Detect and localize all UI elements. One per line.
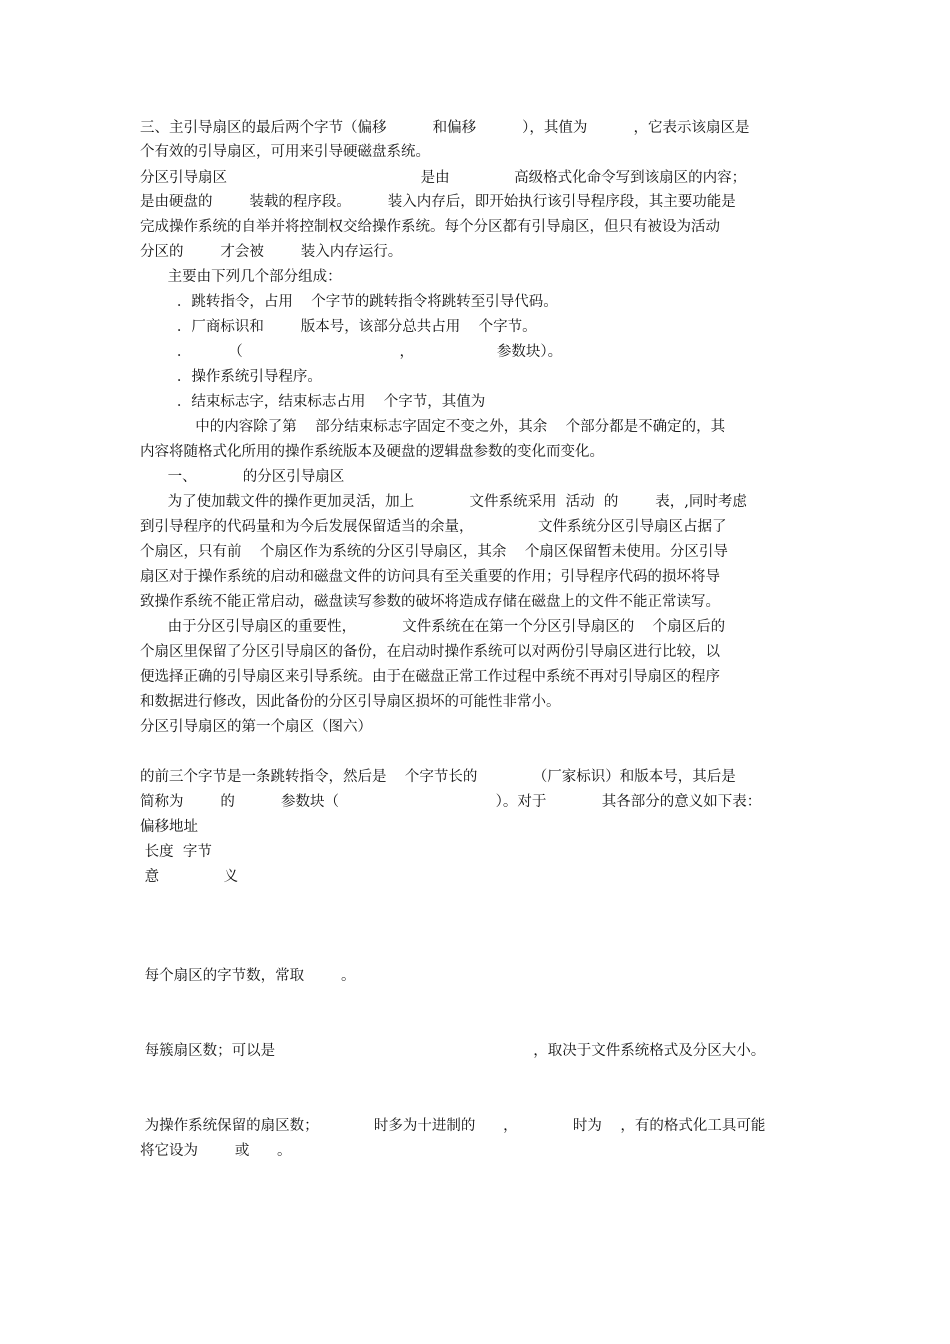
text-line: ．操作系统引导程序。	[140, 369, 322, 385]
text-line: ．结束标志字，结束标志占用 个字节，其值为	[140, 394, 486, 410]
table-cell-meaning: 将它设为 或 。	[140, 1143, 292, 1159]
text-line: 个扇区，只有前 个扇区作为系统的分区引导扇区，其余 个扇区保留暂未使用。分区引导	[140, 544, 728, 560]
text-line: 个有效的引导扇区，可用来引导硬磁盘系统。	[140, 144, 430, 160]
text-line: 三、主引导扇区的最后两个字节（偏移 和偏移 ），其值为 ，它表示该扇区是	[140, 120, 750, 136]
figure-caption: 分区引导扇区的第一个扇区（图六）	[140, 719, 372, 735]
text-line: 内容将随格式化所用的操作系统版本及硬盘的逻辑盘参数的变化而变化。	[140, 444, 604, 460]
text-line: 由于分区引导扇区的重要性， 文件系统在在第一个分区引导扇区的 个扇区后的	[140, 619, 726, 635]
text-line: ．跳转指令，占用 个字节的跳转指令将跳转至引导代码。	[140, 294, 558, 310]
text-line: 扇区对于操作系统的启动和磁盘文件的访问具有至关重要的作用；引导程序代码的损坏将导	[140, 569, 720, 585]
text-line: 分区引导扇区 是由 高级格式化命令写到该扇区的内容；	[140, 170, 747, 186]
text-line: 致操作系统不能正常启动，磁盘读写参数的破坏将造成存储在磁盘上的文件不能正常读写。	[140, 594, 720, 610]
table-header-length: 长度 字节	[140, 844, 212, 860]
text-line: 分区的 才会被 装入内存运行。	[140, 244, 403, 260]
text-line: 和数据进行修改，因此备份的分区引导扇区损坏的可能性非常小。	[140, 694, 561, 710]
text-line: 为了使加载文件的操作更加灵活，加上 文件系统采用 活动 的 表，,同时考虑	[140, 494, 747, 510]
text-line: ．厂商标识和 版本号，该部分总共占用 个字节。	[140, 319, 537, 335]
table-cell-meaning: 每簇扇区数；可以是 ，取决于文件系统格式及分区大小。	[140, 1043, 766, 1059]
text-line: 是由硬盘的 装载的程序段。 装入内存后，即开始执行该引导程序段，其主要功能是	[140, 194, 736, 210]
text-line: 中的内容除了第 部分结束标志字固定不变之外，其余 个部分都是不确定的，其	[140, 419, 726, 435]
text-line: 完成操作系统的自举并将控制权交给操作系统。每个分区都有引导扇区，但只有被设为活动	[140, 219, 720, 235]
text-line: 主要由下列几个部分组成：	[140, 269, 342, 285]
section-heading: 一、 的分区引导扇区	[140, 469, 345, 485]
table-header-meaning: 意 义	[140, 869, 239, 885]
table-cell-meaning: 每个扇区的字节数，常取 。	[140, 968, 356, 984]
text-line: 便选择正确的引导扇区来引导系统。由于在磁盘正常工作过程中系统不再对引导扇区的程序	[140, 669, 720, 685]
table-header-offset: 偏移地址	[140, 819, 198, 835]
text-line: 到引导程序的代码量和为今后发展保留适当的余量， 文件系统分区引导扇区占据了	[140, 519, 727, 535]
table-cell-meaning: 为操作系统保留的扇区数； 时多为十进制的 ， 时为 ，有的格式化工具可能	[140, 1118, 766, 1134]
text-line: 简称为 的 参数块（ ）。对于 其各部分的意义如下表：	[140, 794, 762, 810]
text-line: ． （ ， 参数块）。	[140, 344, 563, 360]
text-line: 的前三个字节是一条跳转指令，然后是 个字节长的 （厂家标识）和版本号，其后是	[140, 769, 736, 785]
text-line: 个扇区里保留了分区引导扇区的备份，在启动时操作系统可以对两份引导扇区进行比较，以	[140, 644, 720, 660]
